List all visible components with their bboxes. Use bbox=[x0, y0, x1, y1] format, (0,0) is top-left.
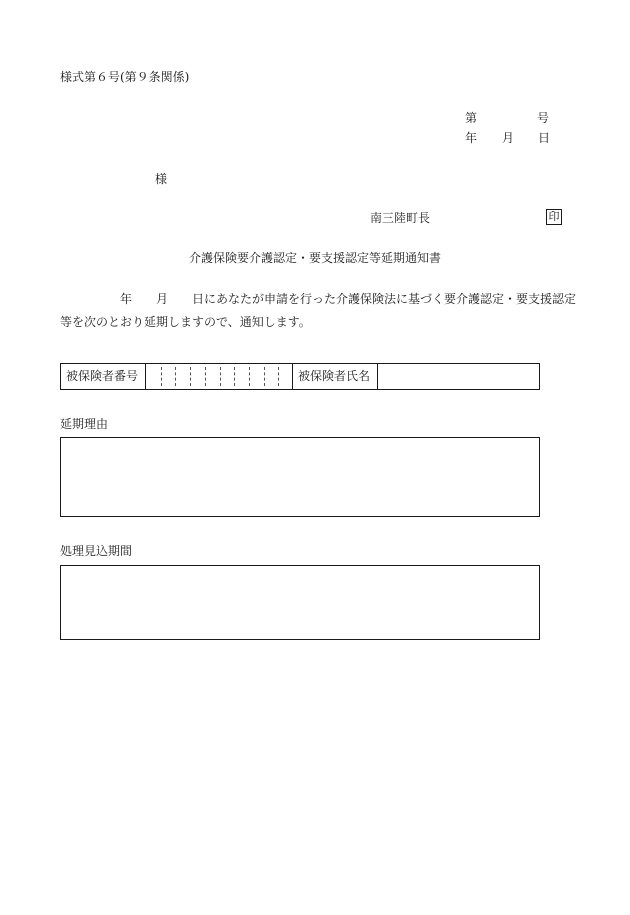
addressee-honorific: 様 bbox=[155, 172, 168, 186]
digit-separator bbox=[220, 367, 221, 386]
insured-number-label: 被保険者番号 bbox=[61, 364, 146, 389]
digit-separator bbox=[234, 367, 235, 386]
doc-number-suffix: 号 bbox=[537, 111, 550, 125]
body-year-label: 年 bbox=[120, 292, 133, 306]
digit-separator bbox=[249, 367, 250, 386]
sender-title: 南三陸町長 bbox=[370, 211, 431, 225]
digit-separator bbox=[190, 367, 191, 386]
delay-reason-label: 延期理由 bbox=[60, 417, 109, 431]
body-line1-text: 日にあなたが申請を行った介護保険法に基づく要介護認定・要支援認定 bbox=[192, 292, 577, 306]
processing-period-box[interactable] bbox=[60, 565, 540, 640]
digit-separator bbox=[205, 367, 206, 386]
digit-separator bbox=[278, 367, 279, 386]
insured-info-table bbox=[60, 363, 540, 390]
date-month-label: 月 bbox=[502, 131, 515, 145]
digit-separator bbox=[161, 367, 162, 386]
insured-name-field[interactable] bbox=[378, 364, 539, 389]
insured-number-field[interactable] bbox=[146, 364, 293, 389]
delay-reason-box[interactable] bbox=[60, 437, 540, 517]
date-day-label: 日 bbox=[538, 131, 551, 145]
body-text-line2: 等を次のとおり延期しますので、通知します。 bbox=[60, 315, 311, 329]
processing-period-label: 処理見込期間 bbox=[60, 544, 133, 558]
doc-number-prefix: 第 bbox=[465, 111, 478, 125]
document-title: 介護保険要介護認定・要支援認定等延期通知書 bbox=[188, 251, 441, 265]
digit-separator bbox=[175, 367, 176, 386]
insured-name-label: 被保険者氏名 bbox=[293, 364, 378, 389]
body-month-label: 月 bbox=[156, 292, 169, 306]
digit-separator bbox=[264, 367, 265, 386]
seal-mark: 印 bbox=[546, 209, 562, 225]
date-year-label: 年 bbox=[465, 131, 478, 145]
form-number: 様式第６号(第９条関係) bbox=[60, 70, 190, 84]
